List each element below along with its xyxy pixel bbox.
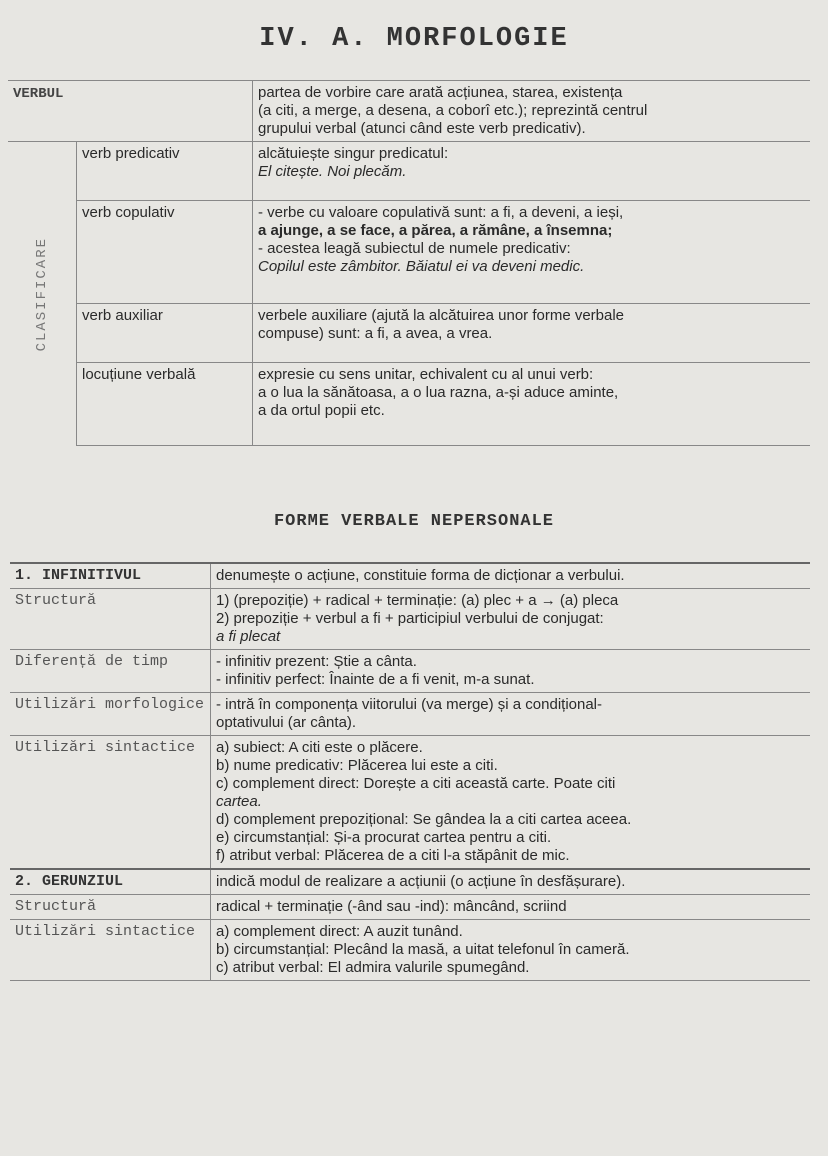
definition-line: grupului verbal (atunci când este verb predicativ). xyxy=(258,120,586,137)
form-content xyxy=(211,589,811,650)
class-description xyxy=(253,201,811,304)
form-line: - infinitiv perfect: Înainte de a fi venit, m-a sunat. xyxy=(216,671,535,688)
class-label: locuțiune verbală xyxy=(77,363,253,446)
form-content xyxy=(211,693,811,736)
class-line: compuse) sunt: a fi, a avea, a vrea. xyxy=(258,325,493,342)
form-line: cartea. xyxy=(216,793,262,810)
form-line: 1) (prepoziție) + radical + terminație: (a) plec + a → (a) pleca xyxy=(216,592,619,609)
form-line: 2) prepoziție + verbul a fi + participiul verbului de conjugat: xyxy=(216,610,604,627)
form-content xyxy=(211,920,811,981)
form-row xyxy=(10,589,810,650)
form-line: a fi plecat xyxy=(216,628,281,645)
clasificare-label: CLASIFICARE xyxy=(34,236,50,351)
form-content xyxy=(211,869,811,895)
form-line: f) atribut verbal: Plăcerea de a citi l-a stăpânit de mic. xyxy=(216,847,570,864)
form-line: radical + terminație (-ând sau -ind): mâncând, scriind xyxy=(216,898,567,915)
verbul-definition xyxy=(253,81,811,142)
form-row xyxy=(10,736,810,870)
verbul-label-cell xyxy=(8,81,253,142)
form-line: a) subiect: A citi este o plăcere. xyxy=(216,739,423,756)
class-description xyxy=(253,304,811,363)
form-line: e) circumstanțial: Și-a procurat cartea pentru a citi. xyxy=(216,829,552,846)
form-row xyxy=(10,920,810,981)
form-line: denumește o acțiune, constituie forma de dicționar a verbului. xyxy=(216,567,625,584)
form-line: b) circumstanțial: Plecând la masă, a uitat telefonul în cameră. xyxy=(216,941,630,958)
form-label: Utilizări morfologice xyxy=(10,693,211,736)
classification-row xyxy=(8,363,810,446)
class-description xyxy=(253,363,811,446)
class-label: verb copulativ xyxy=(77,201,253,304)
classification-row xyxy=(8,304,810,363)
form-line: - intră în componența viitorului (va merge) și a condițional- xyxy=(216,696,603,713)
form-content xyxy=(211,650,811,693)
form-label: Diferență de timp xyxy=(10,650,211,693)
form-line: c) complement direct: Dorește a citi această carte. Poate citi xyxy=(216,775,616,792)
forms-table xyxy=(10,562,810,981)
form-line: c) atribut verbal: El admira valurile spumegând. xyxy=(216,959,530,976)
class-line: a da ortul popii etc. xyxy=(258,402,385,419)
class-line: - verbe cu valoare copulativă sunt: a fi, a deveni, a ieși, xyxy=(258,204,624,221)
clasificare-cell xyxy=(8,142,77,446)
form-label: Structură xyxy=(10,589,211,650)
form-line: d) complement prepozițional: Se gândea la a citi cartea aceea. xyxy=(216,811,632,828)
class-line: a ajunge, a se face, a părea, a rămâne, a însemna; xyxy=(258,222,613,239)
form-label: Structură xyxy=(10,895,211,920)
form-row xyxy=(10,563,810,589)
class-line: alcătuiește singur predicatul: xyxy=(258,145,449,162)
verbul-row xyxy=(8,81,810,142)
verbul-label: VERBUL xyxy=(13,86,64,102)
class-line: El citește. Noi plecăm. xyxy=(258,163,407,180)
class-line: Copilul este zâmbitor. Băiatul ei va deveni medic. xyxy=(258,258,585,275)
form-content xyxy=(211,736,811,870)
classification-row xyxy=(8,142,810,201)
class-line: verbele auxiliare (ajută la alcătuirea unor forme verbale xyxy=(258,307,625,324)
form-line: indică modul de realizare a acțiunii (o acțiune în desfășurare). xyxy=(216,873,626,890)
form-label: 2. GERUNZIUL xyxy=(10,869,211,895)
class-line: expresie cu sens unitar, echivalent cu al unui verb: xyxy=(258,366,594,383)
section-subtitle: FORME VERBALE NEPERSONALE xyxy=(273,512,555,531)
form-content xyxy=(211,895,811,920)
definition-line: partea de vorbire care arată acțiunea, starea, existența xyxy=(258,84,623,101)
class-label: verb predicativ xyxy=(77,142,253,201)
form-label: Utilizări sintactice xyxy=(10,736,211,870)
class-line: a o lua la sănătoasa, a o lua razna, a-și aduce aminte, xyxy=(258,384,619,401)
form-content xyxy=(211,563,811,589)
form-line: - infinitiv prezent: Știe a cânta. xyxy=(216,653,417,670)
class-line: - acestea leagă subiectul de numele predicativ: xyxy=(258,240,571,257)
form-row xyxy=(10,869,810,895)
page-title: IV. A. MORFOLOGIE xyxy=(259,24,569,54)
form-line: optativului (ar cânta). xyxy=(216,714,357,731)
classification-row xyxy=(8,201,810,304)
form-row xyxy=(10,693,810,736)
definition-line: (a citi, a merge, a desena, a coborî etc.); reprezintă centrul xyxy=(258,102,648,119)
class-label: verb auxiliar xyxy=(77,304,253,363)
form-row xyxy=(10,650,810,693)
form-label: 1. INFINITIVUL xyxy=(10,563,211,589)
form-row xyxy=(10,895,810,920)
verb-table xyxy=(8,80,810,446)
form-line: b) nume predicativ: Plăcerea lui este a citi. xyxy=(216,757,498,774)
class-description xyxy=(253,142,811,201)
form-line: a) complement direct: A auzit tunând. xyxy=(216,923,463,940)
form-label: Utilizări sintactice xyxy=(10,920,211,981)
